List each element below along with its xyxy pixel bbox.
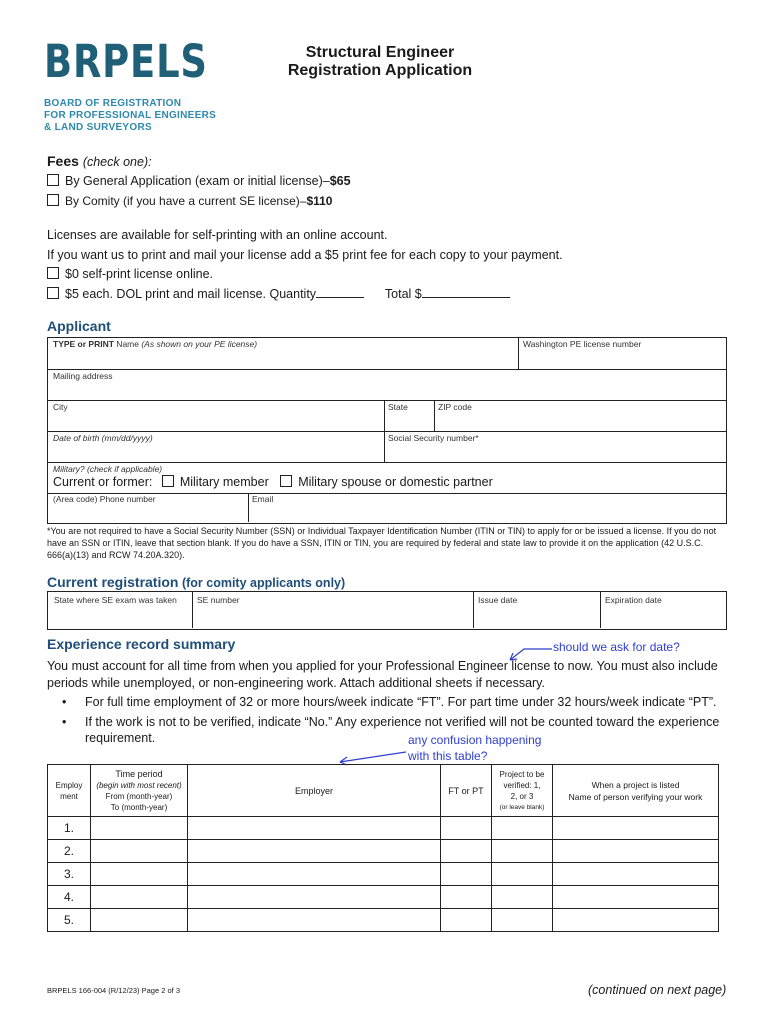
military-options bbox=[53, 475, 493, 489]
cell-employer[interactable] bbox=[188, 840, 441, 863]
city-field[interactable]: City bbox=[53, 402, 68, 412]
mailing-address-field[interactable]: Mailing address bbox=[53, 371, 113, 381]
cell-verifier[interactable] bbox=[553, 817, 719, 840]
col-verified bbox=[492, 765, 553, 817]
total-field[interactable] bbox=[422, 297, 510, 298]
dob-field[interactable]: Date of birth (mm/dd/yyyy) bbox=[53, 433, 153, 443]
experience-table bbox=[47, 764, 719, 932]
military-spouse-checkbox[interactable] bbox=[280, 475, 292, 487]
licenses-line-1: Licenses are available for self-printing with an online account. bbox=[47, 228, 388, 242]
quantity-field[interactable] bbox=[316, 297, 364, 298]
cell-verified[interactable] bbox=[492, 909, 553, 932]
fees-heading bbox=[47, 153, 152, 169]
col-employment bbox=[48, 765, 91, 817]
cell-verified[interactable] bbox=[492, 863, 553, 886]
col-verified-1: Project to be bbox=[499, 769, 545, 779]
cell-verifier[interactable] bbox=[553, 863, 719, 886]
bullet-dot-1: • bbox=[62, 695, 67, 709]
military-member-checkbox[interactable] bbox=[162, 475, 174, 487]
experience-bullet-2a: If the work is not to be verified, indicate “No.” Any experience not verified will not be counted toward the experience bbox=[85, 715, 720, 729]
current-registration-heading bbox=[47, 574, 345, 590]
cell-ftpt[interactable] bbox=[441, 817, 492, 840]
page-title bbox=[230, 44, 530, 80]
cell-employer[interactable] bbox=[188, 886, 441, 909]
cell-ftpt[interactable] bbox=[441, 909, 492, 932]
cell-time[interactable] bbox=[91, 909, 188, 932]
current-registration-suffix: (for comity applicants only) bbox=[178, 576, 346, 590]
fees-title: Fees bbox=[47, 153, 79, 169]
fee-general-label: By General Application (exam or initial license)– bbox=[65, 174, 330, 188]
experience-bullet-2b: requirement. bbox=[85, 731, 156, 745]
title-line-1: Structural Engineer bbox=[305, 44, 455, 61]
col-verifier-1: When a project is listed bbox=[591, 779, 680, 790]
military-label: Military? (check if applicable) bbox=[53, 464, 163, 474]
cell-employer[interactable] bbox=[188, 863, 441, 886]
se-exam-state-field[interactable]: State where SE exam was taken bbox=[54, 595, 177, 605]
ssn-footnote: *You are not required to have a Social Security Number (SSN) or Individual Taxpayer Identification Number (ITIN or TIN) to apply for or be issued a license. If you do not have an SSN or ITIN, leave that section blank. If you do have a SSN, ITIN or TIN, you are required by federal and state law to provide it on the application (42 U.S.C. 666(a)(13) and RCW 74.20A.320). bbox=[47, 526, 717, 560]
email-field[interactable]: Email bbox=[252, 494, 274, 504]
ssn-field[interactable]: Social Security number* bbox=[388, 433, 479, 443]
mail-print-label: $5 each. DOL print and mail license. Quantity bbox=[65, 287, 317, 301]
title-line-2: Registration Application bbox=[287, 62, 473, 79]
col-verifier bbox=[553, 765, 719, 817]
current-former-label: Current or former: bbox=[53, 475, 153, 489]
bullet-dot-2: • bbox=[62, 715, 67, 729]
cell-ftpt[interactable] bbox=[441, 886, 492, 909]
col-verified-4: (or leave blank) bbox=[499, 803, 545, 811]
experience-intro: You must account for all time from when you applied for your Professional Engineer license to now. You must also include periods while unemployed, or non-engineering work. Attach additional sheets if necessary. bbox=[47, 659, 718, 690]
brpels-logo: BRPELS bbox=[44, 35, 208, 88]
col-employment-1: Employ bbox=[55, 780, 83, 790]
annotation-table-question-2: with this table? bbox=[408, 749, 488, 763]
col-ft-pt: FT or PT bbox=[441, 765, 492, 817]
name-label-italic: (As shown on your PE license) bbox=[141, 339, 258, 349]
experience-bullet-1: For full time employment of 32 or more hours/week indicate “FT”. For part time under 32 hours/week indicate “PT”. bbox=[85, 695, 717, 709]
name-label-bold: TYPE or PRINT bbox=[53, 339, 114, 349]
logo-line-1: BOARD OF REGISTRATION bbox=[44, 98, 182, 109]
licenses-line-2: If you want us to print and mail your license add a $5 print fee for each copy to your payment. bbox=[47, 248, 563, 262]
fee-comity-label: By Comity (if you have a current SE license)– bbox=[65, 194, 307, 208]
col-time-sub: (begin with most recent) bbox=[96, 780, 182, 790]
self-print-label: $0 self-print license online. bbox=[65, 267, 213, 281]
cell-verified[interactable] bbox=[492, 817, 553, 840]
col-verified-3: 2, or 3 bbox=[510, 791, 534, 801]
cell-time[interactable] bbox=[91, 817, 188, 840]
se-number-field[interactable]: SE number bbox=[197, 595, 240, 605]
continued-note: (continued on next page) bbox=[588, 983, 727, 997]
table-row bbox=[48, 817, 719, 840]
zip-field[interactable]: ZIP code bbox=[438, 402, 472, 412]
fee-option-general[interactable] bbox=[47, 174, 351, 188]
fee-option-comity[interactable] bbox=[47, 194, 332, 208]
row-number: 5. bbox=[48, 909, 91, 932]
table-row bbox=[48, 909, 719, 932]
logo-line-3: & LAND SURVEYORS bbox=[44, 122, 152, 133]
cell-verified[interactable] bbox=[492, 886, 553, 909]
row-number: 2. bbox=[48, 840, 91, 863]
col-employment-2: ment bbox=[60, 791, 78, 801]
col-time-to: To (month-year) bbox=[110, 802, 168, 812]
cell-time[interactable] bbox=[91, 863, 188, 886]
col-time-period bbox=[91, 765, 188, 817]
phone-field[interactable]: (Area code) Phone number bbox=[53, 494, 156, 504]
col-verifier-2: Name of person verifying your work bbox=[568, 791, 703, 802]
cell-verified[interactable] bbox=[492, 840, 553, 863]
state-field[interactable]: State bbox=[388, 402, 408, 412]
license-mail-option[interactable] bbox=[47, 287, 510, 301]
col-employer: Employer bbox=[188, 765, 441, 817]
expiration-date-field[interactable]: Expiration date bbox=[605, 595, 662, 605]
row-number: 1. bbox=[48, 817, 91, 840]
annotation-table-question-1: any confusion happening bbox=[408, 733, 542, 747]
cell-verifier[interactable] bbox=[553, 909, 719, 932]
military-member-label: Military member bbox=[179, 475, 269, 489]
cell-ftpt[interactable] bbox=[441, 863, 492, 886]
pe-license-field[interactable]: Washington PE license number bbox=[523, 339, 642, 349]
experience-heading: Experience record summary bbox=[47, 636, 236, 652]
self-print-checkbox[interactable] bbox=[47, 267, 59, 279]
cell-verifier[interactable] bbox=[553, 840, 719, 863]
row-number: 4. bbox=[48, 886, 91, 909]
license-self-print-option[interactable] bbox=[47, 267, 213, 281]
experience-table-header bbox=[48, 765, 719, 817]
cell-verifier[interactable] bbox=[553, 886, 719, 909]
cell-time[interactable] bbox=[91, 886, 188, 909]
form-id: BRPELS 166-004 (R/12/23) Page 2 of 3 bbox=[47, 986, 181, 995]
name-field[interactable] bbox=[53, 339, 257, 349]
col-time-title: Time period bbox=[115, 768, 163, 779]
cell-time[interactable] bbox=[91, 840, 188, 863]
cell-employer[interactable] bbox=[188, 817, 441, 840]
table-row bbox=[48, 863, 719, 886]
fee-general-price: $65 bbox=[329, 174, 351, 188]
table-row bbox=[48, 840, 719, 863]
fee-comity-price: $110 bbox=[306, 194, 333, 208]
cell-ftpt[interactable] bbox=[441, 840, 492, 863]
fees-hint: (check one): bbox=[82, 155, 152, 169]
fee-comity-checkbox[interactable] bbox=[47, 194, 59, 206]
issue-date-field[interactable]: Issue date bbox=[478, 595, 518, 605]
table-row bbox=[48, 886, 719, 909]
cell-employer[interactable] bbox=[188, 909, 441, 932]
mail-print-checkbox[interactable] bbox=[47, 287, 59, 299]
col-time-from: From (month-year) bbox=[105, 791, 173, 801]
col-verified-2: verified: 1, bbox=[503, 780, 541, 790]
fee-general-checkbox[interactable] bbox=[47, 174, 59, 186]
military-spouse-label: Military spouse or domestic partner bbox=[298, 475, 493, 489]
annotation-date-question: should we ask for date? bbox=[553, 640, 680, 654]
name-label: Name bbox=[113, 339, 142, 349]
current-registration-title: Current registration bbox=[47, 574, 179, 590]
applicant-heading: Applicant bbox=[47, 318, 111, 334]
total-label: Total $ bbox=[384, 287, 422, 301]
row-number: 3. bbox=[48, 863, 91, 886]
logo-line-2: FOR PROFESSIONAL ENGINEERS bbox=[44, 110, 217, 121]
